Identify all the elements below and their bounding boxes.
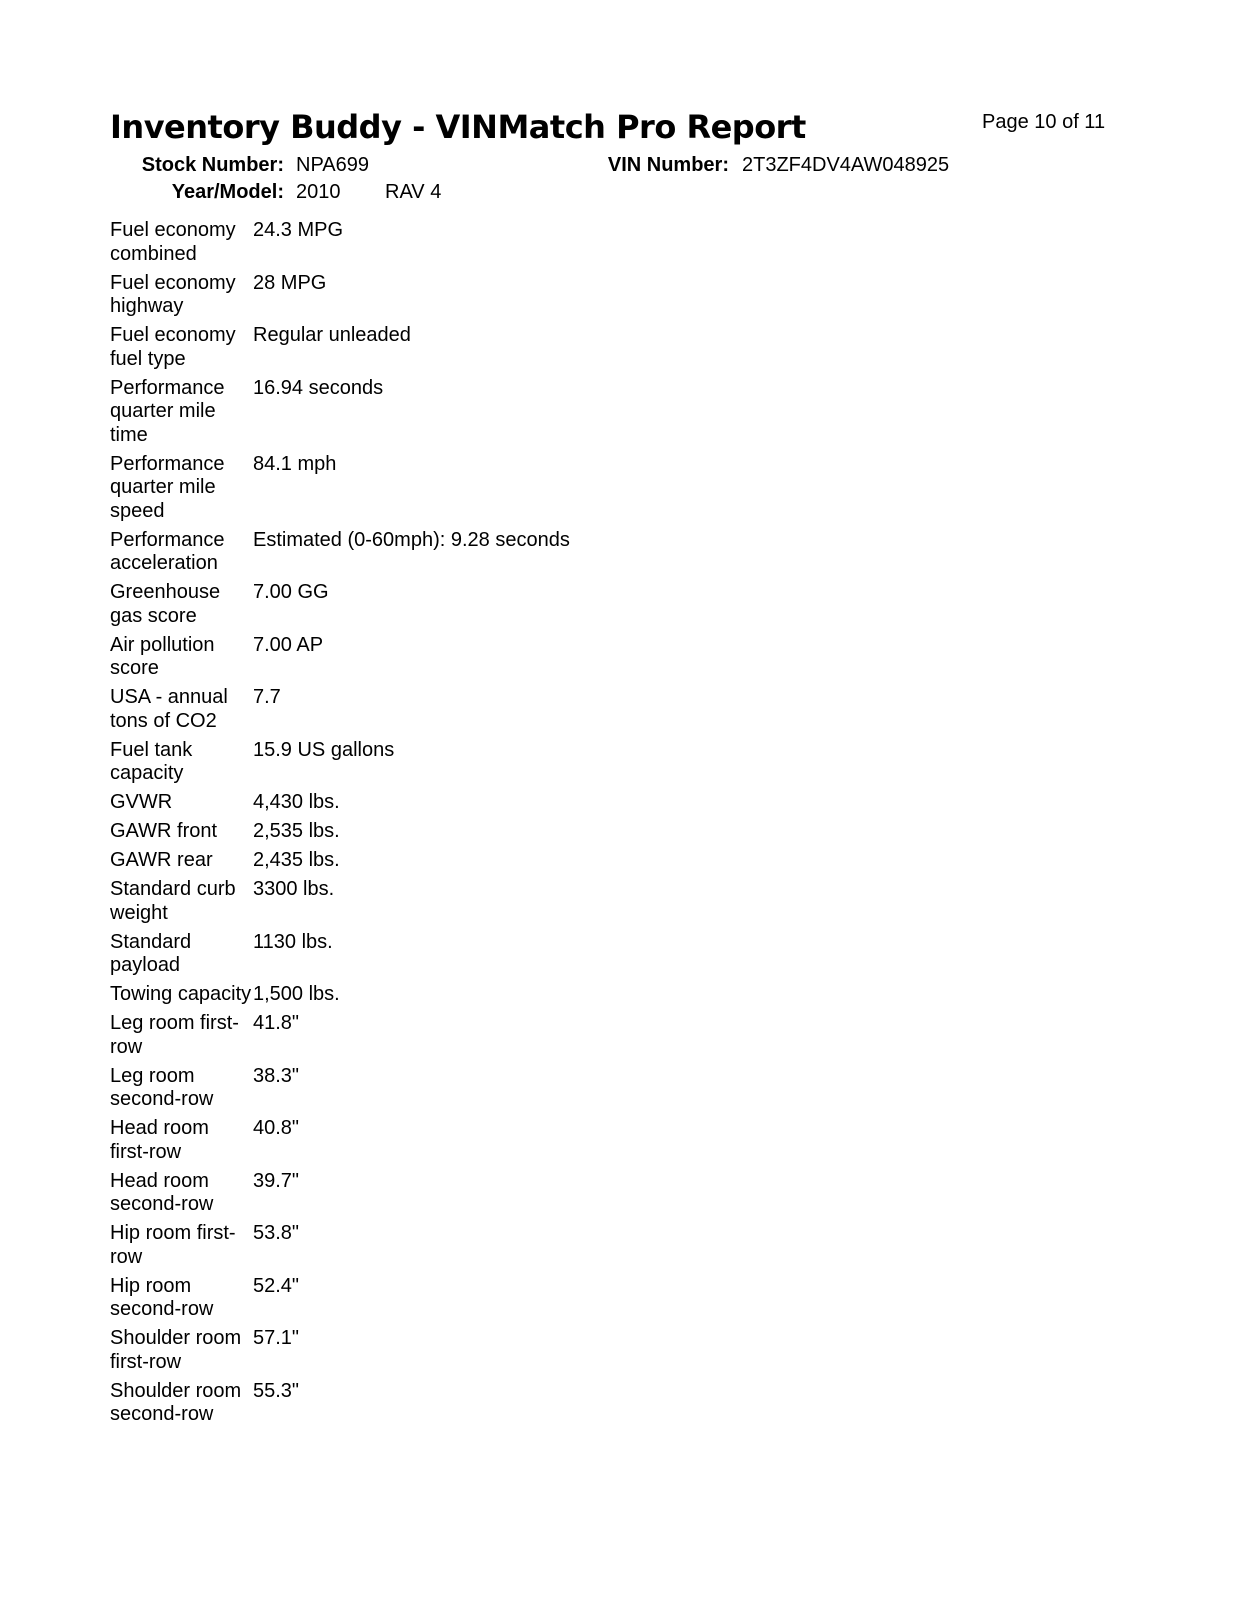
spec-row xyxy=(110,983,810,1007)
spec-value: 55.3" xyxy=(253,1379,300,1402)
spec-row xyxy=(110,581,810,628)
spec-row xyxy=(110,931,810,978)
spec-list xyxy=(110,219,810,1432)
spec-row xyxy=(110,529,810,576)
vin-number-label: VIN Number: xyxy=(607,154,729,176)
spec-value: 7.7 xyxy=(253,686,281,708)
spec-value: Regular unleaded xyxy=(253,324,411,346)
spec-row xyxy=(110,686,810,733)
spec-label: Head room first-row xyxy=(110,1117,209,1163)
model-value: RAV 4 xyxy=(385,181,442,203)
spec-row xyxy=(110,1380,810,1427)
spec-label: Hip room second-row xyxy=(110,1274,214,1320)
spec-value: 7.00 GG xyxy=(253,581,329,603)
spec-value: 1,500 lbs. xyxy=(253,983,340,1005)
spec-label: Performance quarter mile time xyxy=(110,376,225,446)
spec-label: Shoulder room first-row xyxy=(110,1327,242,1373)
stock-number-value: NPA699 xyxy=(296,154,370,176)
spec-row xyxy=(110,377,810,448)
spec-row xyxy=(110,878,810,925)
spec-label: Fuel economy highway xyxy=(110,271,236,317)
spec-row xyxy=(110,219,810,266)
spec-value: 1130 lbs. xyxy=(253,930,333,953)
spec-row xyxy=(110,820,810,844)
spec-value: 15.9 US gallons xyxy=(253,738,395,761)
spec-value: 52.4" xyxy=(253,1274,300,1297)
spec-label: Fuel tank capacity xyxy=(110,738,193,784)
spec-label: Leg room first-row xyxy=(110,1012,239,1058)
spec-value: 84.1 mph xyxy=(253,452,337,475)
spec-label: Fuel economy fuel type xyxy=(110,324,236,370)
spec-value: 4,430 lbs. xyxy=(253,791,340,813)
spec-row xyxy=(110,1012,810,1059)
spec-row xyxy=(110,324,810,371)
year-model-label: Year/Model: xyxy=(171,181,284,203)
spec-label: Fuel economy combined xyxy=(110,219,236,265)
spec-row xyxy=(110,453,810,524)
spec-row xyxy=(110,849,810,873)
spec-value: 3300 lbs. xyxy=(253,878,335,900)
spec-label: GVWR xyxy=(110,791,173,813)
spec-label: USA - annual tons of CO2 xyxy=(110,686,228,732)
spec-value: 41.8" xyxy=(253,1012,300,1034)
spec-row xyxy=(110,634,810,681)
spec-label: GAWR front xyxy=(110,820,218,842)
spec-row xyxy=(110,1222,810,1269)
spec-row xyxy=(110,1170,810,1217)
spec-row xyxy=(110,1275,810,1322)
spec-label: Leg room second-row xyxy=(110,1064,214,1110)
spec-value: 24.3 MPG xyxy=(253,219,344,241)
spec-value: Estimated (0-60mph): 9.28 seconds xyxy=(253,528,570,551)
spec-label: GAWR rear xyxy=(110,849,213,871)
spec-row xyxy=(110,1117,810,1164)
spec-value: 2,435 lbs. xyxy=(253,849,340,871)
spec-label: Performance acceleration xyxy=(110,528,225,574)
spec-value: 16.94 seconds xyxy=(253,376,384,399)
spec-label: Hip room first-row xyxy=(110,1222,236,1268)
spec-label: Performance quarter mile speed xyxy=(110,452,225,522)
spec-value: 38.3" xyxy=(253,1064,300,1087)
spec-label: Standard payload xyxy=(110,930,192,976)
spec-row xyxy=(110,739,810,786)
spec-value: 53.8" xyxy=(253,1222,300,1244)
spec-row xyxy=(110,272,810,319)
spec-label: Head room second-row xyxy=(110,1169,214,1215)
spec-value: 28 MPG xyxy=(253,271,327,294)
spec-value: 57.1" xyxy=(253,1327,300,1349)
vin-number-value: 2T3ZF4DV4AW048925 xyxy=(742,154,950,176)
spec-label: Shoulder room second-row xyxy=(110,1379,242,1425)
report-title: Inventory Buddy - VINMatch Pro Report xyxy=(110,108,806,146)
spec-row xyxy=(110,1327,810,1374)
year-value: 2010 xyxy=(296,181,341,203)
page-number: Page 10 of 11 xyxy=(982,111,1106,133)
spec-row xyxy=(110,1065,810,1112)
spec-label: Towing capacity xyxy=(110,983,252,1005)
spec-value: 40.8" xyxy=(253,1117,300,1139)
spec-value: 7.00 AP xyxy=(253,633,324,656)
spec-row xyxy=(110,791,810,815)
spec-value: 39.7" xyxy=(253,1169,300,1192)
spec-label: Air pollution score xyxy=(110,633,215,679)
spec-label: Greenhouse gas score xyxy=(110,581,221,627)
stock-number-label: Stock Number: xyxy=(141,154,284,176)
spec-label: Standard curb weight xyxy=(110,878,236,924)
spec-value: 2,535 lbs. xyxy=(253,820,340,842)
